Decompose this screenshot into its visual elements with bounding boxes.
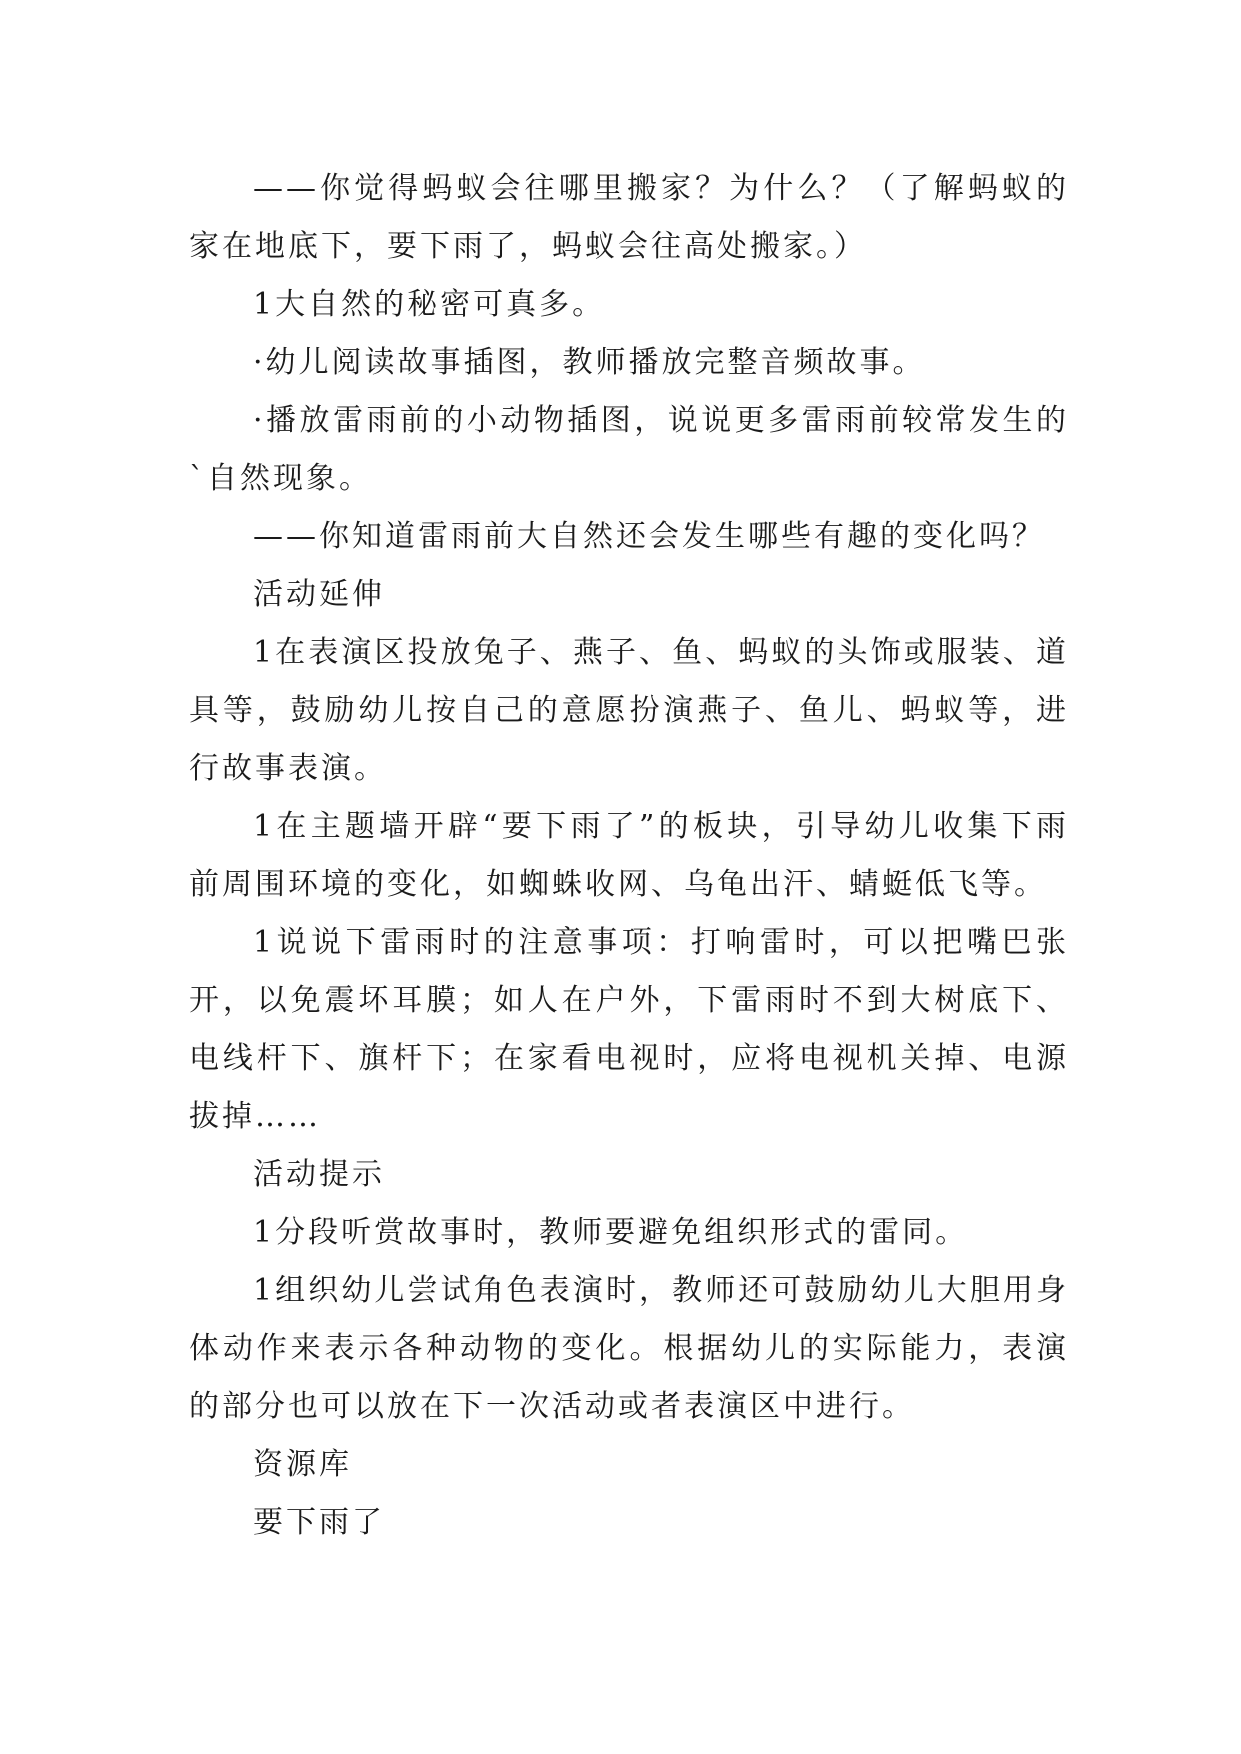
section-heading-tips: 活动提示 bbox=[253, 1157, 385, 1192]
bullet-play-illustrations: ·播放雷雨前的小动物插图，说说更多雷雨前较常发生的`自然现象。 bbox=[189, 403, 1069, 496]
document-body bbox=[189, 160, 1069, 1552]
paragraph-safety-notes: 1说说下雷雨时的注意事项：打响雷时，可以把嘴巴张开，以免震坏耳膜；如人在户外，下雷雨时不到大树底下、电线杆下、旗杆下；在家看电视时，应将电视机关掉、电源拔掉…… bbox=[189, 925, 1069, 1134]
bullet-read-illustrations: ·幼儿阅读故事插图，教师播放完整音频故事。 bbox=[253, 345, 926, 380]
paragraph-roleplay-tip: 1组织幼儿尝试角色表演时，教师还可鼓励幼儿大胆用身体动作来表示各种动物的变化。根据幼儿的实际能力，表演的部分也可以放在下一次活动或者表演区中进行。 bbox=[189, 1273, 1069, 1424]
paragraph-nature-secrets: 1大自然的秘密可真多。 bbox=[253, 287, 606, 322]
paragraph-performance-area: 1在表演区投放兔子、燕子、鱼、蚂蚁的头饰或服装、道具等，鼓励幼儿按自己的意愿扮演燕子、鱼儿、蚂蚁等，进行故事表演。 bbox=[189, 635, 1069, 786]
paragraph-theme-wall: 1在主题墙开辟“要下雨了”的板块，引导幼儿收集下雨前周围环境的变化，如蜘蛛收网、乌龟出汗、蜻蜓低飞等。 bbox=[189, 809, 1069, 902]
paragraph-thunderstorm-question: ——你知道雷雨前大自然还会发生哪些有趣的变化吗？ bbox=[253, 519, 1045, 554]
resource-title: 要下雨了 bbox=[253, 1505, 385, 1540]
section-heading-extension: 活动延伸 bbox=[253, 577, 385, 612]
section-heading-resources: 资源库 bbox=[253, 1447, 352, 1482]
paragraph-listening-tip: 1分段听赏故事时，教师要避免组织形式的雷同。 bbox=[253, 1215, 969, 1250]
paragraph-ant-question: ——你觉得蚂蚁会往哪里搬家？为什么？（了解蚂蚁的家在地底下，要下雨了，蚂蚁会往高处搬家。） bbox=[189, 171, 1069, 264]
